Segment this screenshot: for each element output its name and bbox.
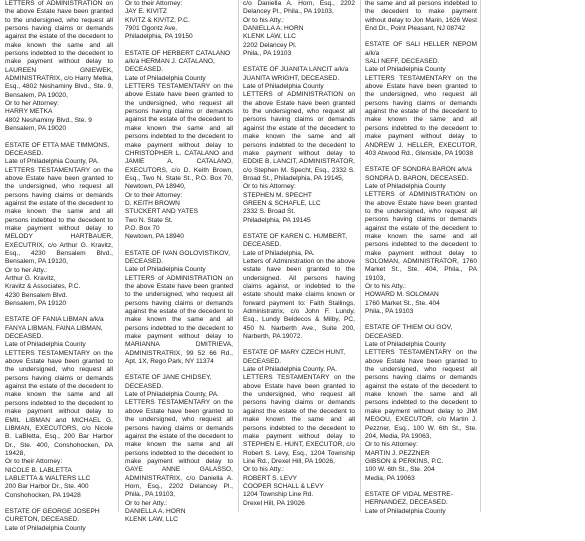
estate-notice bbox=[243, 349, 355, 508]
notice-body: LETTERS TESTAMENTARY on the above Estate have been granted to the undersigned, who request all persons having claims or demands against the estate of the decedent to make known the same and all persons indebted to the decedent to make payment without delay to MELODY HARTBAUER, EXECUTRIX, c/o Arthur G. Kravitz, Esq., 4230 Bensalem Blvd., Bensalem, PA 19120, bbox=[5, 166, 113, 266]
estate-notice bbox=[243, 0, 355, 58]
estate-notice bbox=[365, 41, 477, 158]
notice-attorney: Or to her Atty.: DANIELLA A. HORN KLENK LAW, LLC bbox=[125, 499, 186, 524]
notice-heading: ESTATE OF MARY CZECH HUNT, DECEASED. Late of Philadelphia County, PA. bbox=[243, 349, 346, 374]
estate-notice bbox=[125, 374, 233, 524]
notice-body: LETTERS of ADMINISTRATION on the above Estate have been granted to the undersigned, who request all persons having claims or demands against the estate of the decedent to make known the same and all persons indebted to the decedent to make payment without delay to MARIANNA DMITRIEVA, ADMINISTRATRIX, 99 52 66 Rd., Apt. 1X, Rego Park, NY 11374 bbox=[125, 274, 233, 366]
notice-heading: ESTATE OF SALI HELLER NEPOM a/k/a SALI NEFF, DECEASED. Late of Philadelphia County bbox=[365, 41, 477, 74]
notice-heading: ESTATE OF FANIA LIBMAN a/k/a FANYA LIBMAN, FAINA LIBMAN, DECEASED. Late of Philadelphia County bbox=[5, 316, 104, 349]
notice-attorney: Or to their Attorney: NICOLE B. LABLETTA LABLETTA & WALTERS LLC 200 Bar Harbor Dr., Ste. 400 Conshohocken, PA 19428 bbox=[5, 458, 91, 499]
notices-column-2 bbox=[125, 0, 233, 533]
estate-notice bbox=[125, 50, 233, 242]
notice-heading: ESTATE OF HERBERT CATALANO a/k/a HERMAN J. CATALANO, DECEASED. Late of Philadelphia County bbox=[125, 49, 231, 82]
notice-attorney: Or to her Attorney: HARRY METKA 4802 Neshaminy Blvd., Ste. 9 Bensalem, PA 19020 bbox=[5, 100, 92, 133]
notice-attorney: Or to their Attorney: D. KEITH BROWN STUCKERT AND YATES Two N. State St. P.O. Box 70 Newtown, PA 18940 bbox=[125, 191, 199, 241]
estate-notice bbox=[5, 316, 113, 500]
column-divider bbox=[480, 0, 481, 512]
estate-notice bbox=[365, 324, 477, 483]
notice-heading: ESTATE OF GEORGE JOSEPH CURETON, DECEASED. Late of Philadelphia County bbox=[5, 507, 100, 532]
notice-heading: ESTATE OF SONDRA BARON a/k/a SONDRA D. BARON, DECEASED. Late of Philadelphia County bbox=[365, 166, 472, 190]
notice-heading: ESTATE OF IVAN GOLOVISTIKOV, DECEASED. Late of Philadelphia County bbox=[125, 249, 230, 274]
notice-heading: ESTATE OF THIEM OU GOV, DECEASED. Late of Philadelphia County bbox=[365, 324, 453, 349]
estate-notice bbox=[5, 0, 113, 134]
notice-body: LETTERS TESTAMENTARY on the above Estate have been granted to the undersigned, who request all persons having claims or demands against the estate of the decedent to make known the same and all persons indebted to the decedent to make payment without delay to GAYE ANNE GALASSO, ADMINISTRATRIX, c/o Daniella A. Horn, Esq., 2202 Delancey Pl., Phila., PA 19103, bbox=[125, 399, 233, 499]
notice-attorney: Or to his Atty.: DANIELLA A. HORN KLENK LAW, LLC 2202 Delancey Pl. Phila., PA 19103 bbox=[243, 16, 304, 58]
notice-body: c/o Daniella A. Horn, Esq., 2202 Delancey Pl., Phila., PA 19103, bbox=[243, 0, 355, 16]
notices-column-1 bbox=[5, 0, 113, 541]
estate-notice bbox=[125, 0, 233, 42]
estate-notice bbox=[5, 142, 113, 309]
notice-heading: ESTATE OF KAREN C. HUMBERT, DECEASED. Late of Philadelphia, PA. bbox=[243, 232, 348, 257]
notice-attorney: Or to her Atty.: Arthur G. Kravitz, Kravitz & Associates, P.C. 4230 Bensalem Blvd. Bensalem, PA 19120 bbox=[5, 266, 81, 308]
notice-body: LETTERS TESTAMENTARY on the above Estate have been granted to the undersigned, who request all persons having claims or demands against the estate of the decedent to make known the same and all persons indebted to the decedent to make payment without delay to EMIL LIBMAN and MICHAEL G. LIBMAN, EXECUTORS, c/o Nicole B. LaBletta, Esq., 200 Bar Harbor Dr., Ste. 400, Conshohocken, PA 19428, bbox=[5, 349, 113, 457]
notice-attorney: Or to their Attorney: JAY E. KIVITZ KIVITZ & KIVITZ, P.C. 7901 Ogontz Ave. Philadelphia, PA 19150 bbox=[125, 0, 193, 41]
estate-notice bbox=[5, 508, 113, 533]
notice-body: LETTERS TESTAMENTARY on the above Estate have been granted to the undersigned, who request all persons having claims or demands against the estate of the decedent to make known the same and all persons indebted to the decedent to make payment without delay to JIM MEGOU, EXECUTOR, c/o Martin J. Pezzner, Esq., 100 W. 6th St., Ste. 204, Media, PA 19063, bbox=[365, 349, 477, 440]
notice-attorney: Or to his Attorney: MARTIN J. PEZZNER GIBSON & PERKINS, P.C. 100 W. 6th St., Ste. 204 Media, PA 19063 bbox=[365, 441, 444, 482]
column-divider bbox=[238, 0, 239, 512]
notice-attorney: Or to his Atty.: HOWARD M. SOLOMAN 1760 Market St., Ste. 404 Phila., PA 19103 bbox=[365, 283, 440, 316]
column-divider bbox=[118, 0, 119, 512]
notice-body: the same and all persons indebted to the decedent to make payment without delay to Jon Marin, 1626 West End Dr., Point Pleasant, NJ 08742 bbox=[365, 0, 477, 33]
estate-notice bbox=[365, 491, 477, 516]
notices-column-3 bbox=[243, 0, 355, 516]
notice-attorney: Or to his Attorney: STEPHEN M. SPECHT GREEN & SCHAFLE, LLC 2332 S. Broad St. Philadelphia, PA 19145 bbox=[243, 183, 321, 224]
estate-notice bbox=[243, 66, 355, 225]
column-divider bbox=[360, 0, 361, 512]
estate-notice bbox=[365, 0, 477, 33]
notices-column-5 bbox=[485, 0, 585, 8]
notice-attorney: Or to his Atty.: ROBERT S. LEVY COOPER SCHALL & LEVY 1204 Township Line Rd. Drexel Hill, PA 19026 bbox=[243, 466, 324, 507]
notice-body: LETTERS of ADMINISTRATION on the above Estate have been granted to the undersigned, who request all persons having claims or demands against the estate of the decedent to make known the same and all persons indebted to the decedent to make payment without delay to EDDIE B. LANCIT, ADMINISTRATOR, c/o Stephen M. Specht, Esq., 2332 S. Broad St., Philadelphia, PA 19145, bbox=[243, 91, 355, 182]
notice-heading: ESTATE OF JANE CHIDSEY, DECEASED. Late of Philadelphia County, PA. bbox=[125, 374, 219, 399]
estate-notice bbox=[125, 250, 233, 367]
notice-body: LETTERS TESTAMENTARY on the above Estate have been granted to the undersigned, who request all persons having claims or demands against the estate of the decedent to make known the same and all persons indebted to the decedent to make payment without delay to STEPHEN E. HUNT, EXECUTOR, c/o Robert S. Levy, Esq., 1204 Township Line Rd., Drexel Hill, PA 19026, bbox=[243, 374, 355, 465]
estate-notice bbox=[243, 233, 355, 341]
notice-body: LETTERS TESTAMENTARY on the above Estate have been granted to the undersigned, who request all persons having claims or demands against the estate of the decedent to make known the same and all persons indebted to the decedent to make payment without delay to CHRISTOPHER L. CATALANO and JAMIE A. CATALANO, EXECUTORS, c/o D. Keith Brown, Esq., Two N. State St., P.O. Box 70, Newtown, PA 18940, bbox=[125, 83, 233, 191]
estate-notice bbox=[365, 166, 477, 316]
notice-heading: ESTATE OF ETTA MAE TIMMONS, DECEASED. Late of Philadelphia County, PA. bbox=[5, 141, 110, 166]
notice-heading: ESTATE OF JUANITA LANCIT a/k/a JUANITA WRIGHT, DECEASED. Late of Philadelphia County bbox=[243, 66, 349, 91]
notices-column-4 bbox=[365, 0, 477, 524]
notice-body: LETTERS of ADMINISTRATION on the above Estate have been granted to the undersigned, who request all persons having claims or demands against the estate of the decedent to make known the same and all persons indebted to the decedent to make payment without delay to SOLOMAN, ADMINISTRATOR, 1760 Market St., Ste. 404, Phila., PA 19103, bbox=[365, 191, 477, 282]
notice-body: LETTERS of ADMINISTRATION on the above Estate have been granted to the undersigned, who request all persons having claims or demands against the estate of the decedent to make known the same and all persons indebted to the decedent to make payment without delay to LAUREEN GNIEWEK, ADMINISTRATRIX, c/o Harry Metka, Esq., 4802 Neshaminy Blvd., Ste. 9, Bensalem, PA 19020, bbox=[5, 0, 113, 99]
notice-body: Letters of Administration on the above estate have been granted to the undersigned. All persons having claims against, or indebted to the estate should make claims known or forward payment to: Faith Stallings, Administratrix, c/o John F. Lundy, Esq., Lundy Beldecos & Milby, PC, 450 N. Narberth Ave., Suite 200, Narberth, PA 19072. bbox=[243, 257, 355, 341]
notice-heading: ESTATE OF VIDAL MESTRE- HERNANDEZ, DECEASED. Late of Philadelphia County bbox=[365, 490, 453, 515]
notice-body: LETTERS TESTAMENTARY on the above Estate have been granted to the undersigned, who request all persons having claims or demands against the estate of the decedent to make known the same and all persons indebted to the decedent to make payment without delay to ANDREW J. HELLER, EXECUTOR, 403 Atwood Rd., Glenside, PA 19038 bbox=[365, 74, 477, 157]
